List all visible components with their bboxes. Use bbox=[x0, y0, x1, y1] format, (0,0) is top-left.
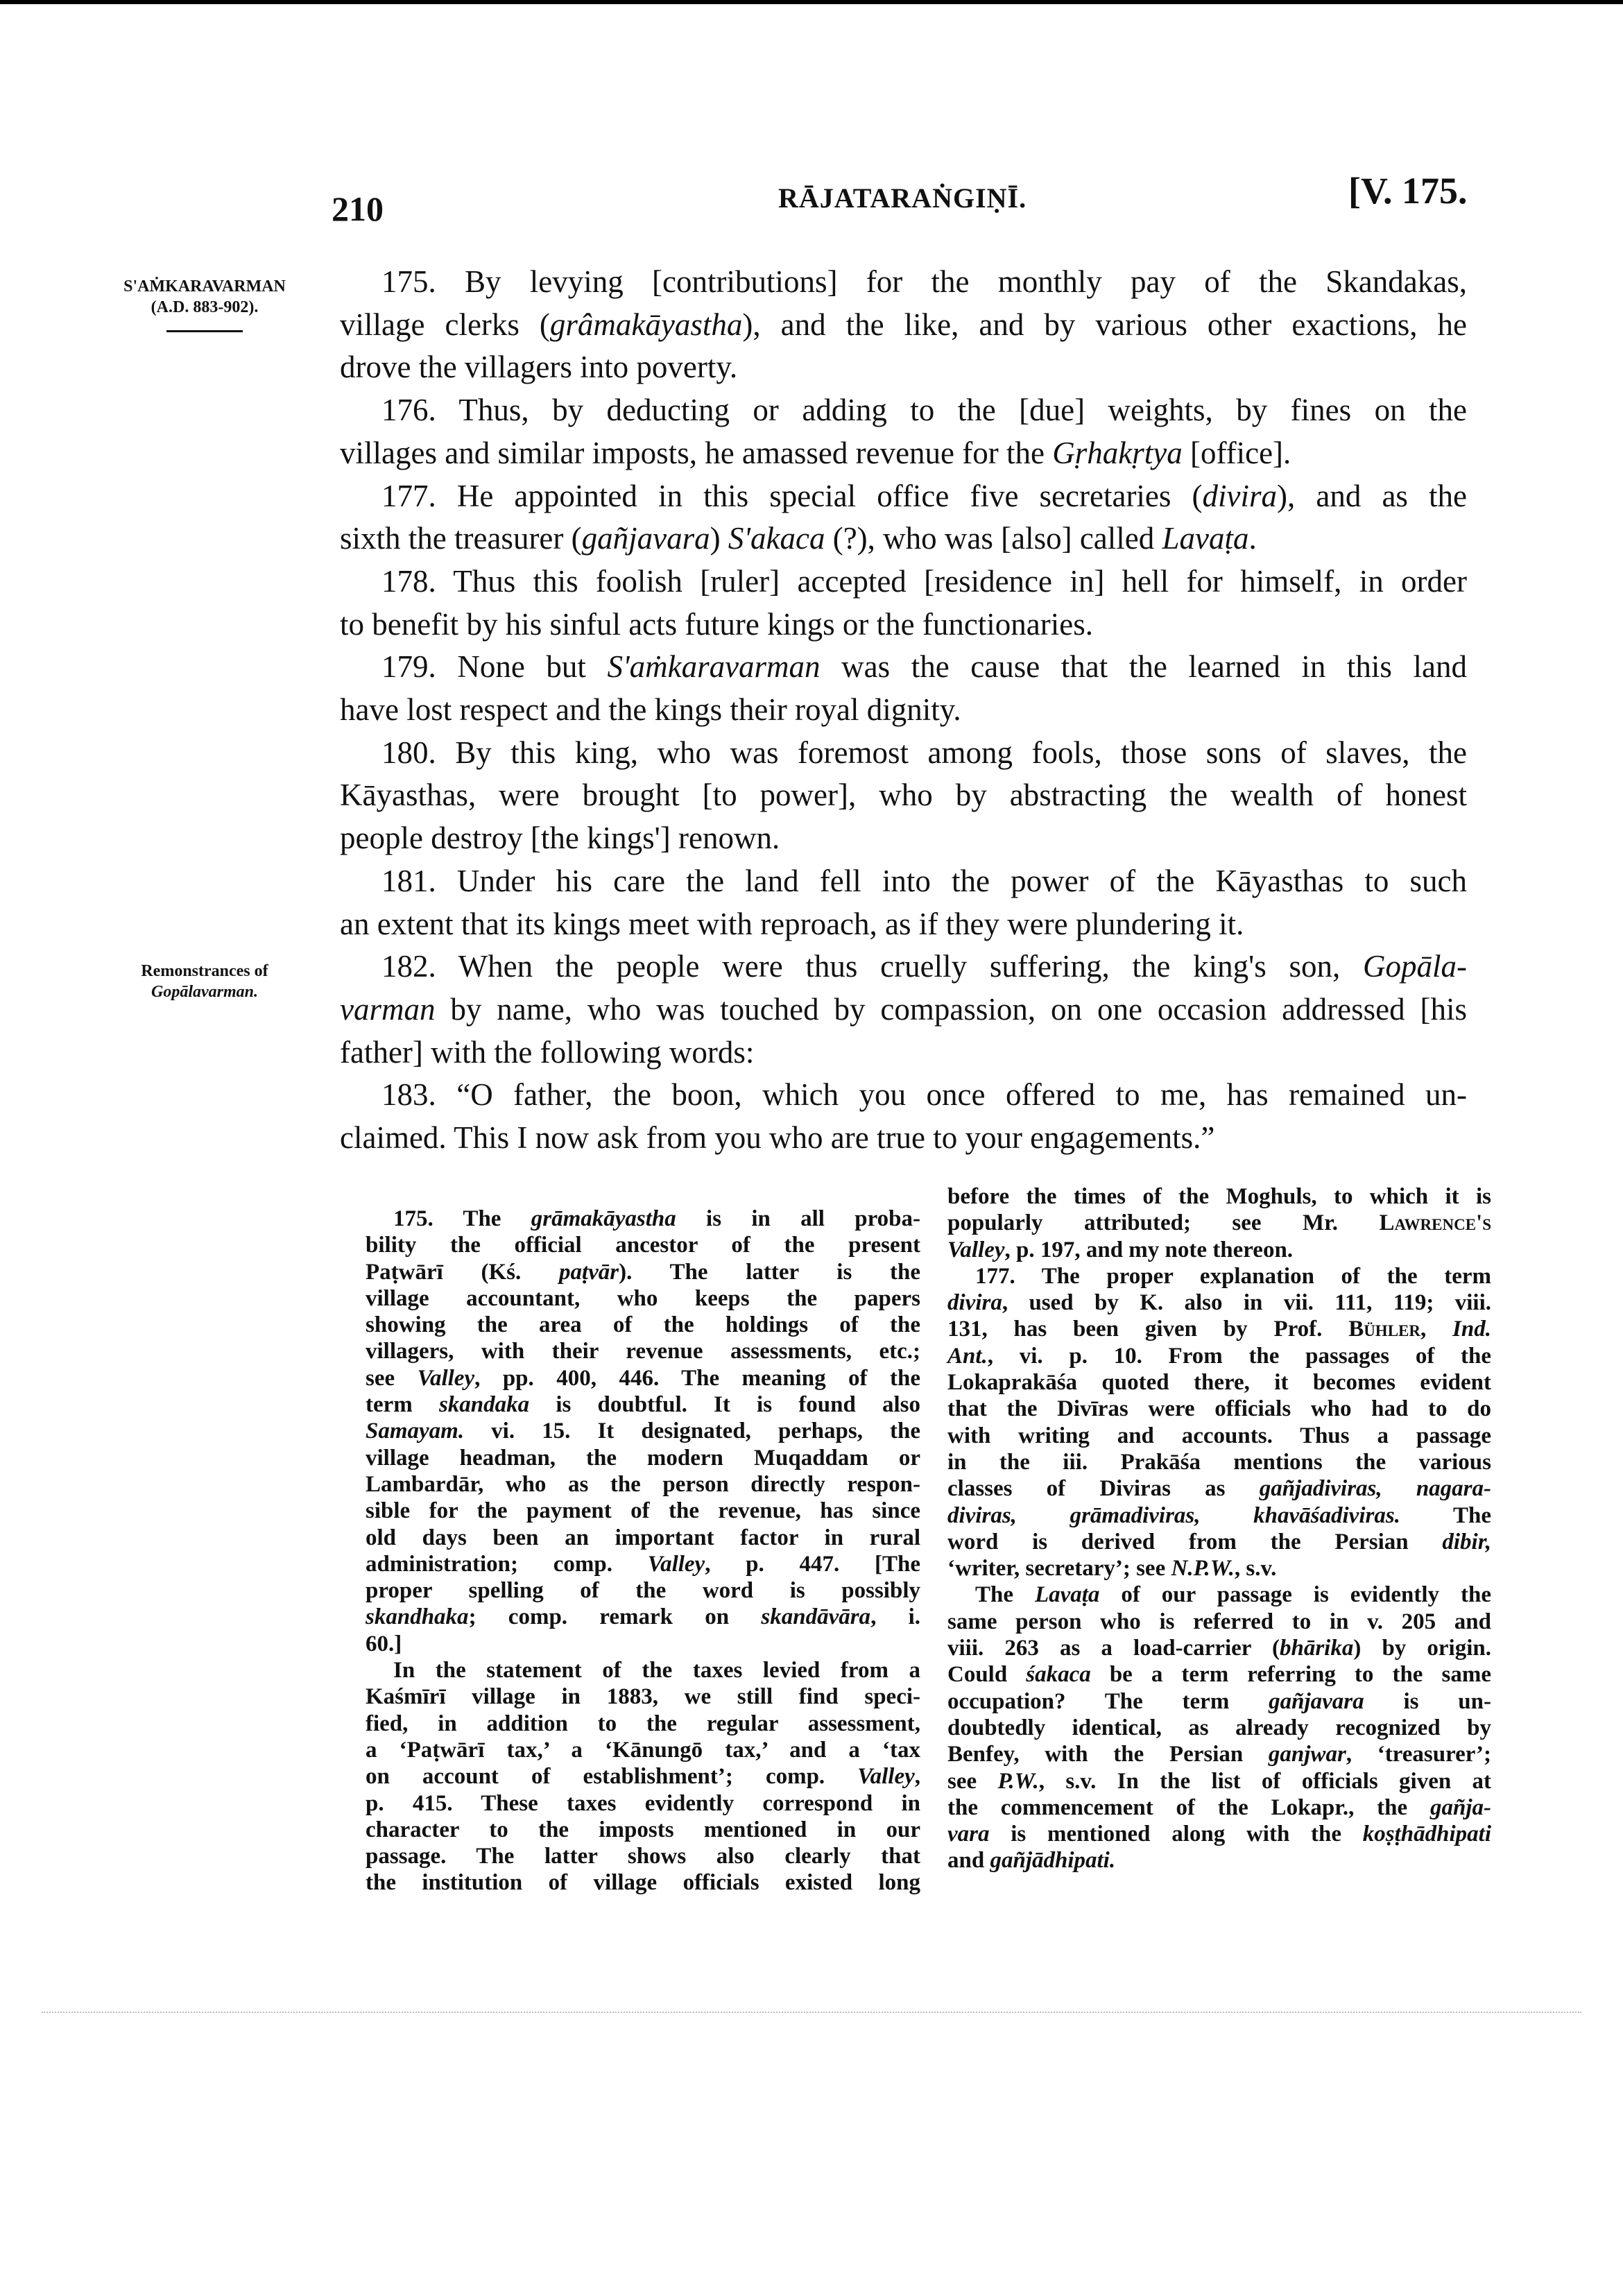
text-segment: of our passage is evidently the bbox=[1099, 1582, 1491, 1608]
text-line bbox=[366, 1790, 920, 1817]
scan-dotted-line bbox=[42, 2012, 1581, 2013]
text-line bbox=[366, 1498, 920, 1524]
italic-term: Gopāla- bbox=[1363, 949, 1467, 984]
text-line bbox=[947, 1369, 1491, 1396]
text-line bbox=[340, 988, 1467, 1031]
text-segment: , pp. 400, 446. The meaning of the bbox=[474, 1365, 920, 1391]
text-segment: father] with the following words: bbox=[340, 1034, 755, 1070]
text-line bbox=[947, 1768, 1491, 1794]
italic-term: gañjadiviras, nagara- bbox=[1259, 1476, 1492, 1502]
italic-term: vara bbox=[947, 1822, 990, 1847]
text-line bbox=[340, 1117, 1467, 1160]
text-segment: same person who is referred to in v. 205 and bbox=[947, 1609, 1491, 1634]
text-line bbox=[366, 1869, 920, 1896]
text-segment: bility the official ancestor of the present bbox=[366, 1233, 920, 1258]
author-name: Lawrence's bbox=[1379, 1210, 1491, 1236]
text-segment: 131, has been given by Prof. bbox=[947, 1317, 1349, 1342]
text-line bbox=[366, 1711, 920, 1737]
text-line bbox=[947, 1794, 1491, 1821]
text-segment: 181. Under his care the land fell into the power of the Kāyasthas to such bbox=[381, 863, 1467, 898]
text-segment: ), and as the bbox=[1277, 478, 1468, 513]
text-segment: 177. He appointed in this special office five secretaries ( bbox=[381, 478, 1203, 513]
text-segment: is mentioned along with the bbox=[989, 1822, 1363, 1847]
text-segment: the commencement of the Lokapr., the bbox=[947, 1794, 1430, 1820]
text-segment: , ‘treasurer’; bbox=[1346, 1742, 1491, 1767]
text-segment: village clerks ( bbox=[340, 307, 550, 342]
italic-term: Valley bbox=[417, 1365, 475, 1391]
text-line bbox=[366, 1471, 920, 1498]
text-line bbox=[366, 1657, 920, 1684]
sidenote-reign bbox=[104, 276, 305, 332]
text-line bbox=[340, 304, 1467, 347]
italic-term: Ant. bbox=[947, 1343, 988, 1369]
text-line bbox=[340, 903, 1467, 946]
text-line bbox=[947, 1502, 1491, 1529]
text-segment: and bbox=[947, 1848, 990, 1874]
text-line bbox=[947, 1316, 1491, 1342]
italic-term: bhārika bbox=[1279, 1636, 1354, 1661]
text-line bbox=[947, 1343, 1491, 1369]
text-line bbox=[366, 1843, 920, 1869]
running-title: RĀJATARAṄGIṆĪ. bbox=[778, 182, 1027, 214]
text-line bbox=[947, 1635, 1491, 1661]
text-line bbox=[366, 1737, 920, 1763]
text-segment: ‘writer, secretary’; see bbox=[947, 1556, 1171, 1582]
text-line bbox=[340, 945, 1467, 988]
sidenote-heading: Remonstrances of bbox=[141, 962, 268, 980]
italic-term: ganjwar bbox=[1268, 1742, 1346, 1767]
text-segment: Could bbox=[947, 1662, 1027, 1688]
text-segment: was the cause that the learned in this land bbox=[820, 649, 1467, 685]
text-segment: [office]. bbox=[1182, 435, 1291, 470]
text-segment: with writing and accounts. Thus a passage bbox=[947, 1423, 1491, 1448]
text-segment: an extent that its kings meet with reproach, as if they were plundering it. bbox=[340, 906, 1244, 941]
text-line bbox=[947, 1237, 1491, 1263]
text-line bbox=[340, 603, 1467, 646]
italic-term: gañjādhipati. bbox=[990, 1848, 1116, 1874]
italic-term: Ind. bbox=[1452, 1317, 1491, 1342]
italic-term: Samayam. bbox=[366, 1419, 465, 1444]
italic-term: Gṛhakṛtya bbox=[1052, 435, 1183, 470]
text-segment: vi. 15. It designated, perhaps, the bbox=[464, 1419, 920, 1444]
text-line bbox=[340, 774, 1467, 817]
text-line bbox=[366, 1206, 920, 1232]
text-line bbox=[340, 860, 1467, 903]
text-segment: (?), who was [also] called bbox=[825, 521, 1162, 556]
text-segment: fied, in addition to the regular assessment, bbox=[366, 1711, 920, 1736]
text-segment: , p. 197, and my note thereon. bbox=[1004, 1237, 1294, 1262]
text-segment: , bbox=[1420, 1317, 1453, 1342]
italic-term: S'aṁkaravarman bbox=[607, 649, 821, 685]
italic-term: grâmakāyastha bbox=[549, 307, 743, 342]
footnotes-right-column bbox=[947, 1183, 1491, 1874]
text-segment: old days been an important factor in rural bbox=[366, 1525, 920, 1550]
italic-term: Lavaṭa bbox=[1034, 1582, 1100, 1608]
italic-term: Valley bbox=[647, 1551, 705, 1577]
text-segment: popularly attributed; see Mr. bbox=[947, 1210, 1380, 1236]
italic-term: śakaca bbox=[1026, 1662, 1091, 1688]
text-line bbox=[366, 1312, 920, 1338]
sidenote-remonstrances bbox=[118, 961, 291, 1002]
text-segment: village accountant, who keeps the papers bbox=[366, 1285, 920, 1311]
text-line bbox=[340, 261, 1467, 304]
text-line bbox=[947, 1661, 1491, 1688]
text-line bbox=[366, 1551, 920, 1577]
text-line bbox=[366, 1338, 920, 1364]
text-line bbox=[340, 560, 1467, 603]
text-segment: 60.] bbox=[366, 1631, 402, 1656]
text-segment: a ‘Paṭwārī tax,’ a ‘Kānungō tax,’ and a ‘tax bbox=[366, 1737, 920, 1763]
text-segment: The bbox=[975, 1582, 1035, 1608]
text-segment: ) by origin. bbox=[1353, 1636, 1491, 1661]
text-segment: Lambardār, who as the person directly respon- bbox=[366, 1471, 920, 1497]
text-line bbox=[947, 1715, 1491, 1741]
italic-term: N.P.W. bbox=[1171, 1556, 1235, 1582]
text-segment: , used by K. also in vii. 111, 119; viii. bbox=[1002, 1290, 1491, 1316]
text-segment: p. 415. These taxes evidently correspond in bbox=[366, 1790, 920, 1816]
text-line bbox=[366, 1577, 920, 1604]
main-text bbox=[340, 261, 1467, 1160]
text-line bbox=[366, 1445, 920, 1471]
text-line bbox=[366, 1285, 920, 1312]
text-segment: on account of establishment’; comp. bbox=[366, 1764, 858, 1790]
text-line bbox=[366, 1259, 920, 1285]
italic-term: S'akaca bbox=[728, 521, 825, 556]
text-line bbox=[947, 1263, 1491, 1290]
italic-term: paṭvār bbox=[558, 1259, 619, 1285]
text-line bbox=[947, 1582, 1491, 1608]
text-line bbox=[947, 1423, 1491, 1449]
text-line bbox=[947, 1741, 1491, 1767]
italic-term: gañja- bbox=[1429, 1794, 1491, 1820]
text-segment: have lost respect and the kings their royal dignity. bbox=[340, 692, 961, 728]
text-segment: people destroy [the kings'] renown. bbox=[340, 821, 780, 856]
text-segment: 175. By levying [contributions] for the monthly pay of the Skandakas, bbox=[381, 264, 1467, 299]
text-line bbox=[366, 1232, 920, 1258]
sidenote-name: Gopālavarman. bbox=[151, 983, 258, 1001]
text-segment: administration; comp. bbox=[366, 1551, 648, 1577]
text-line bbox=[947, 1290, 1491, 1316]
text-segment: 179. None but bbox=[381, 649, 608, 685]
text-line bbox=[947, 1688, 1491, 1715]
text-segment: proper spelling of the word is possibly bbox=[366, 1578, 920, 1604]
text-segment: The proper explanation of the term bbox=[1015, 1263, 1491, 1289]
text-segment: drove the villagers into poverty. bbox=[340, 350, 738, 385]
text-segment: claimed. This I now ask from you who are true to your engagements.” bbox=[340, 1120, 1215, 1156]
text-line bbox=[947, 1210, 1491, 1236]
text-segment: Lokaprakāśa quoted there, it becomes evident bbox=[947, 1370, 1491, 1396]
text-segment: 178. Thus this foolish [ruler] accepted [residence in] hell for himself, in order bbox=[381, 563, 1467, 599]
sidenote-rule bbox=[166, 330, 243, 332]
text-segment: see bbox=[366, 1365, 418, 1391]
text-line bbox=[340, 1074, 1467, 1117]
text-segment: see bbox=[947, 1768, 998, 1794]
text-segment: Benfey, with the Persian bbox=[947, 1742, 1269, 1767]
footnotes-left-column bbox=[366, 1206, 920, 1896]
text-line bbox=[947, 1821, 1491, 1847]
text-segment: occupation? The term bbox=[947, 1688, 1269, 1714]
text-segment: passage. The latter shows also clearly that bbox=[366, 1844, 920, 1869]
text-segment: in the iii. Prakāśa mentions the various bbox=[947, 1449, 1491, 1475]
text-segment: Kaśmīrī village in 1883, we still find speci- bbox=[366, 1684, 920, 1710]
italic-term: diviras, grāmadiviras, khavāśadiviras. bbox=[947, 1502, 1400, 1528]
italic-term: Valley bbox=[947, 1237, 1005, 1262]
text-line bbox=[947, 1609, 1491, 1635]
text-segment: , i. bbox=[870, 1604, 920, 1630]
text-line bbox=[340, 1031, 1467, 1074]
text-segment: 180. By this king, who was foremost among fools, those sons of slaves, the bbox=[381, 735, 1467, 770]
text-segment: term bbox=[366, 1392, 439, 1418]
text-line bbox=[340, 817, 1467, 860]
text-line bbox=[947, 1183, 1491, 1210]
italic-term: varman bbox=[340, 991, 436, 1027]
text-segment: word is derived from the Persian bbox=[947, 1529, 1443, 1554]
text-segment: 183. “O father, the boon, which you once offered to me, has remained un- bbox=[381, 1077, 1467, 1113]
section-reference: [V. 175. bbox=[1348, 170, 1468, 212]
text-line bbox=[947, 1475, 1491, 1502]
text-segment: character to the imposts mentioned in our bbox=[366, 1817, 920, 1842]
text-segment: villages and similar imposts, he amassed revenue for the bbox=[340, 435, 1053, 470]
text-segment: doubtedly identical, as already recognized by bbox=[947, 1715, 1491, 1740]
text-line bbox=[340, 346, 1467, 389]
italic-term: skandhaka bbox=[366, 1604, 469, 1630]
text-line bbox=[366, 1525, 920, 1551]
text-segment: 176. Thus, by deducting or adding to the [due] weights, by fines on the bbox=[381, 393, 1467, 428]
italic-term: grāmakāyastha bbox=[531, 1206, 676, 1231]
text-segment: Kāyasthas, were brought [to power], who by abstracting the wealth of honest bbox=[340, 778, 1467, 813]
text-line bbox=[340, 689, 1467, 732]
note-number: 175. bbox=[393, 1206, 433, 1231]
text-line bbox=[366, 1817, 920, 1843]
text-segment: ) bbox=[710, 521, 728, 556]
text-segment: ; comp. remark on bbox=[468, 1604, 762, 1630]
text-line bbox=[340, 389, 1467, 432]
text-segment: 182. When the people were thus cruelly suffering, the king's son, bbox=[381, 949, 1363, 984]
text-segment: villagers, with their revenue assessments, etc.; bbox=[366, 1339, 920, 1364]
text-segment: , s.v. bbox=[1234, 1556, 1277, 1582]
text-segment: viii. 263 as a load-carrier ( bbox=[947, 1636, 1280, 1661]
text-segment: the institution of village officials existed long bbox=[366, 1870, 920, 1896]
text-line bbox=[366, 1684, 920, 1710]
text-segment: In the statement of the taxes levied from a bbox=[393, 1658, 920, 1684]
italic-term: P.W. bbox=[997, 1768, 1039, 1794]
text-segment: , p. 447. [The bbox=[705, 1551, 920, 1577]
text-segment: , vi. p. 10. From the passages of the bbox=[987, 1343, 1491, 1369]
text-line bbox=[366, 1631, 920, 1657]
scan-top-border bbox=[0, 0, 1623, 4]
text-segment: The bbox=[1400, 1502, 1491, 1528]
text-segment: , s.v. In the list of officials given at bbox=[1038, 1768, 1491, 1794]
text-line bbox=[366, 1604, 920, 1630]
text-segment: be a term referring to the same bbox=[1090, 1662, 1491, 1688]
author-name: Bühler bbox=[1348, 1317, 1420, 1342]
italic-term: Lavaṭa bbox=[1162, 521, 1249, 556]
sidenote-king-name: S'AṀKARAVARMAN bbox=[123, 277, 286, 295]
text-segment: to benefit by his sinful acts future kings or the functionaries. bbox=[340, 606, 1093, 642]
text-segment: The bbox=[433, 1206, 531, 1231]
text-segment: that the Divīras were officials who had to do bbox=[947, 1396, 1491, 1422]
text-line bbox=[366, 1418, 920, 1444]
text-segment: classes of Diviras as bbox=[947, 1476, 1260, 1502]
italic-term: koṣṭhādhipati bbox=[1362, 1822, 1491, 1847]
text-segment: ), and the like, and by various other exactions, he bbox=[742, 307, 1468, 342]
text-line bbox=[340, 432, 1467, 475]
text-segment: sible for the payment of the revenue, has since bbox=[366, 1498, 920, 1524]
text-line bbox=[366, 1391, 920, 1418]
italic-term: Valley bbox=[857, 1764, 915, 1790]
text-line bbox=[947, 1555, 1491, 1582]
text-segment: before the times of the Moghuls, to which it is bbox=[947, 1184, 1491, 1209]
text-segment: village headman, the modern Muqaddam or bbox=[366, 1445, 920, 1471]
italic-term: skandaka bbox=[438, 1392, 530, 1418]
italic-term: gañjavara bbox=[581, 521, 710, 556]
text-line bbox=[947, 1529, 1491, 1555]
text-segment: ). The latter is the bbox=[619, 1259, 921, 1285]
text-line bbox=[947, 1396, 1491, 1422]
text-segment: showing the area of the holdings of the bbox=[366, 1312, 920, 1338]
text-line bbox=[366, 1365, 920, 1391]
text-line bbox=[340, 646, 1467, 689]
text-segment: . bbox=[1248, 521, 1257, 556]
italic-term: gañjavara bbox=[1269, 1688, 1364, 1714]
sidenote-dates: (A.D. 883-902). bbox=[151, 298, 259, 316]
text-segment: Paṭwārī (Kś. bbox=[366, 1259, 559, 1285]
text-line bbox=[947, 1449, 1491, 1475]
text-line bbox=[947, 1847, 1491, 1874]
text-segment: by name, who was touched by compassion, on one occasion addressed [his bbox=[435, 991, 1467, 1027]
text-line bbox=[340, 517, 1467, 560]
note-number: 177. bbox=[975, 1263, 1015, 1289]
page-number: 210 bbox=[332, 189, 384, 228]
italic-term: divira bbox=[947, 1290, 1002, 1316]
text-segment: is doubtful. It is found also bbox=[529, 1392, 920, 1418]
italic-term: skandāvāra bbox=[761, 1604, 871, 1630]
italic-term: dibir, bbox=[1442, 1529, 1491, 1554]
text-line bbox=[340, 732, 1467, 775]
text-line bbox=[366, 1763, 920, 1790]
text-segment: is in all proba- bbox=[676, 1206, 920, 1231]
text-segment: , bbox=[914, 1764, 920, 1790]
italic-term: divira bbox=[1202, 478, 1278, 513]
text-segment: sixth the treasurer ( bbox=[340, 521, 582, 556]
text-line bbox=[340, 475, 1467, 518]
text-segment: is un- bbox=[1364, 1688, 1491, 1714]
